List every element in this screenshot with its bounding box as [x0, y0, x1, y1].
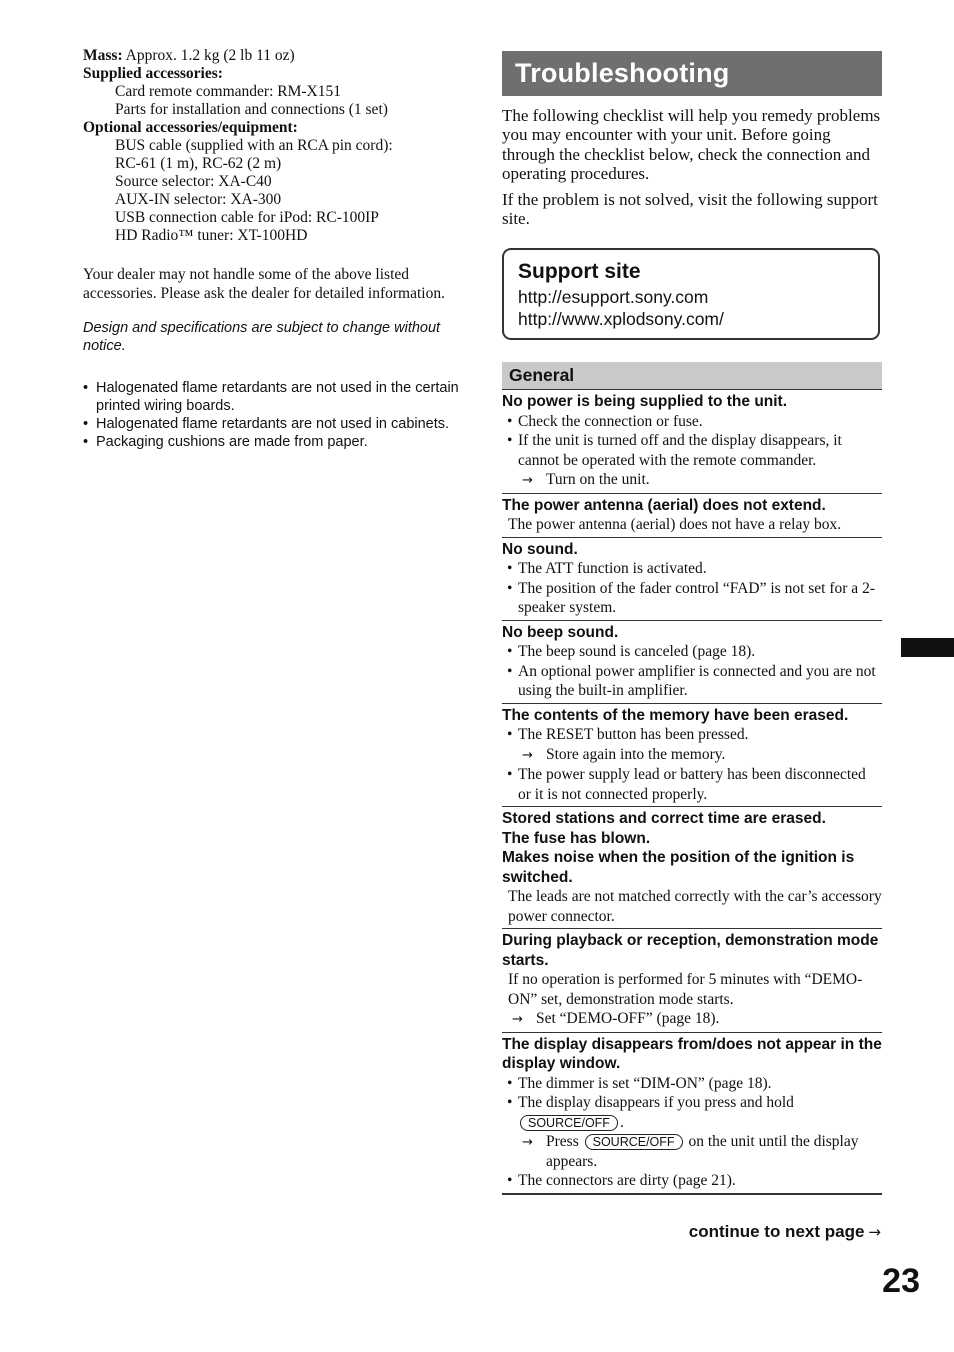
- problem-heading: The display disappears from/does not appear in the display window.: [502, 1035, 882, 1073]
- optional-item: RC-61 (1 m), RC-62 (2 m): [115, 155, 282, 172]
- intro-paragraph: If the problem is not solved, visit the following support site.: [502, 189, 878, 229]
- optional-item: Source selector: XA-C40: [115, 173, 272, 190]
- cause-bullet: • The ATT function is activated.: [502, 559, 882, 579]
- cause-bullet: • If the unit is turned off and the display disappears, it cannot be operated with the remote commander.: [502, 431, 882, 470]
- problem-heading: The power antenna (aerial) does not extend.: [502, 496, 826, 514]
- remedy-line: [502, 1009, 882, 1030]
- dealer-note: Your dealer may not handle some of the above listed accessories. Please ask the dealer for detailed information.: [83, 266, 445, 302]
- cause-bullet: • The power supply lead or battery has been disconnected or it is not connected properly.: [502, 765, 882, 804]
- page-number: 23: [882, 1262, 920, 1300]
- optional-label-line: [83, 119, 463, 137]
- remedy-line: [502, 470, 882, 491]
- cause-bullet: • The RESET button has been pressed.: [502, 725, 882, 745]
- trouble-entry: [502, 390, 882, 494]
- cause-bullet: • Check the connection or fuse.: [502, 412, 882, 432]
- spec-change-notice: Design and specifications are subject to change without notice.: [83, 320, 441, 354]
- problem-heading: The fuse has blown.: [502, 829, 651, 847]
- arrow-icon: [508, 1009, 536, 1030]
- trouble-entry: [502, 621, 882, 704]
- supplied-label-line: [83, 65, 463, 83]
- optional-item: BUS cable (supplied with an RCA pin cord):: [115, 137, 393, 154]
- mass-value: Approx. 1.2 kg (2 lb 11 oz): [122, 47, 295, 64]
- supplied-item: Parts for installation and connections (1 set): [115, 101, 388, 118]
- remedy-text-block: [546, 1132, 882, 1171]
- cause-text: If no operation is performed for 5 minutes with “DEMO-ON” set, demonstration mode starts.: [508, 971, 863, 1008]
- trouble-entry: [502, 494, 882, 538]
- cause-bullet: • The position of the fader control “FAD” is not set for a 2-speaker system.: [502, 579, 882, 618]
- section-tab-marker: [901, 638, 954, 657]
- eco-item: • Halogenated flame retardants are not used in the certain printed wiring boards.: [83, 379, 463, 415]
- section-title-bar: [502, 51, 882, 96]
- source-off-key: SOURCE/OFF: [520, 1115, 618, 1131]
- specifications-column: [83, 47, 463, 451]
- eco-item: • Halogenated flame retardants are not used in cabinets.: [83, 415, 463, 433]
- supplied-label: Supplied accessories:: [83, 65, 223, 82]
- remedy-line: [502, 745, 882, 766]
- problem-heading: The contents of the memory have been erased.: [502, 706, 849, 724]
- troubleshooting-column: [502, 51, 882, 1195]
- remedy-text: Store again into the memory.: [546, 745, 726, 763]
- optional-item: USB connection cable for iPod: RC-100IP: [115, 209, 379, 226]
- remedy-text: Turn on the unit.: [546, 471, 650, 489]
- trouble-entry: [502, 807, 882, 929]
- cause-bullet: • The connectors are dirty (page 21).: [502, 1171, 882, 1191]
- continue-next-page: [689, 1222, 881, 1242]
- arrow-icon: [518, 745, 546, 766]
- remedy-text: on the unit until the display appears.: [546, 1133, 859, 1170]
- optional-item: AUX-IN selector: XA-300: [115, 191, 282, 208]
- support-url-link[interactable]: http://www.xplodsony.com/: [518, 309, 724, 330]
- cause-text: The power antenna (aerial) does not have a relay box.: [508, 516, 842, 534]
- problem-heading: Makes noise when the position of the ignition is switched.: [502, 849, 855, 886]
- support-site-box: [502, 248, 880, 340]
- problem-heading: During playback or reception, demonstration mode starts.: [502, 932, 879, 969]
- arrow-icon: [518, 1132, 546, 1171]
- eco-item: • Packaging cushions are made from paper.: [83, 433, 463, 451]
- remedy-text: Set “DEMO-OFF” (page 18).: [536, 1010, 720, 1028]
- trouble-entry: [502, 1033, 882, 1195]
- trouble-entry: [502, 929, 882, 1033]
- general-section-header: General: [502, 362, 882, 390]
- supplied-item: Card remote commander: RM-X151: [115, 83, 341, 100]
- mass-label: Mass:: [83, 47, 123, 64]
- problem-heading: No beep sound.: [502, 623, 619, 641]
- cause-bullet: • The beep sound is canceled (page 18).: [502, 642, 882, 662]
- continue-label: continue to next page: [688, 1222, 865, 1241]
- intro-paragraph: The following checklist will help you remedy problems you may encounter with your unit. Before going through the checklist below, check the connection and operating procedures.: [502, 106, 881, 184]
- trouble-entry: [502, 704, 882, 808]
- problem-heading: Stored stations and correct time are erased.: [502, 810, 826, 828]
- remedy-text: Press: [546, 1133, 579, 1151]
- punctuation: .: [619, 1113, 624, 1131]
- eco-list: [83, 379, 463, 451]
- arrow-icon: [518, 470, 546, 491]
- mass-line: [83, 47, 463, 65]
- cause-bullet: • An optional power amplifier is connected and you are not using the built-in amplifier.: [502, 662, 882, 701]
- problem-heading: No power is being supplied to the unit.: [502, 393, 788, 411]
- support-url-link[interactable]: http://esupport.sony.com: [518, 287, 709, 308]
- source-off-key: SOURCE/OFF: [585, 1134, 683, 1150]
- support-site-title: Support site: [518, 260, 641, 284]
- optional-label: Optional accessories/equipment:: [83, 119, 298, 136]
- intro-text: [502, 106, 882, 228]
- cause-bullet: [502, 1093, 882, 1132]
- cause-text: The display disappears if you press and hold: [518, 1094, 794, 1112]
- cause-bullet: • The dimmer is set “DIM-ON” (page 18).: [502, 1074, 882, 1094]
- cause-text: The leads are not matched correctly with the car’s accessory power connector.: [508, 888, 882, 925]
- problem-heading: No sound.: [502, 540, 578, 558]
- trouble-entry: [502, 538, 882, 621]
- right-arrow-icon: →: [868, 1223, 881, 1241]
- page-title: Troubleshooting: [515, 58, 730, 88]
- remedy-line: [502, 1132, 882, 1171]
- optional-item: HD Radio™ tuner: XT-100HD: [115, 227, 308, 244]
